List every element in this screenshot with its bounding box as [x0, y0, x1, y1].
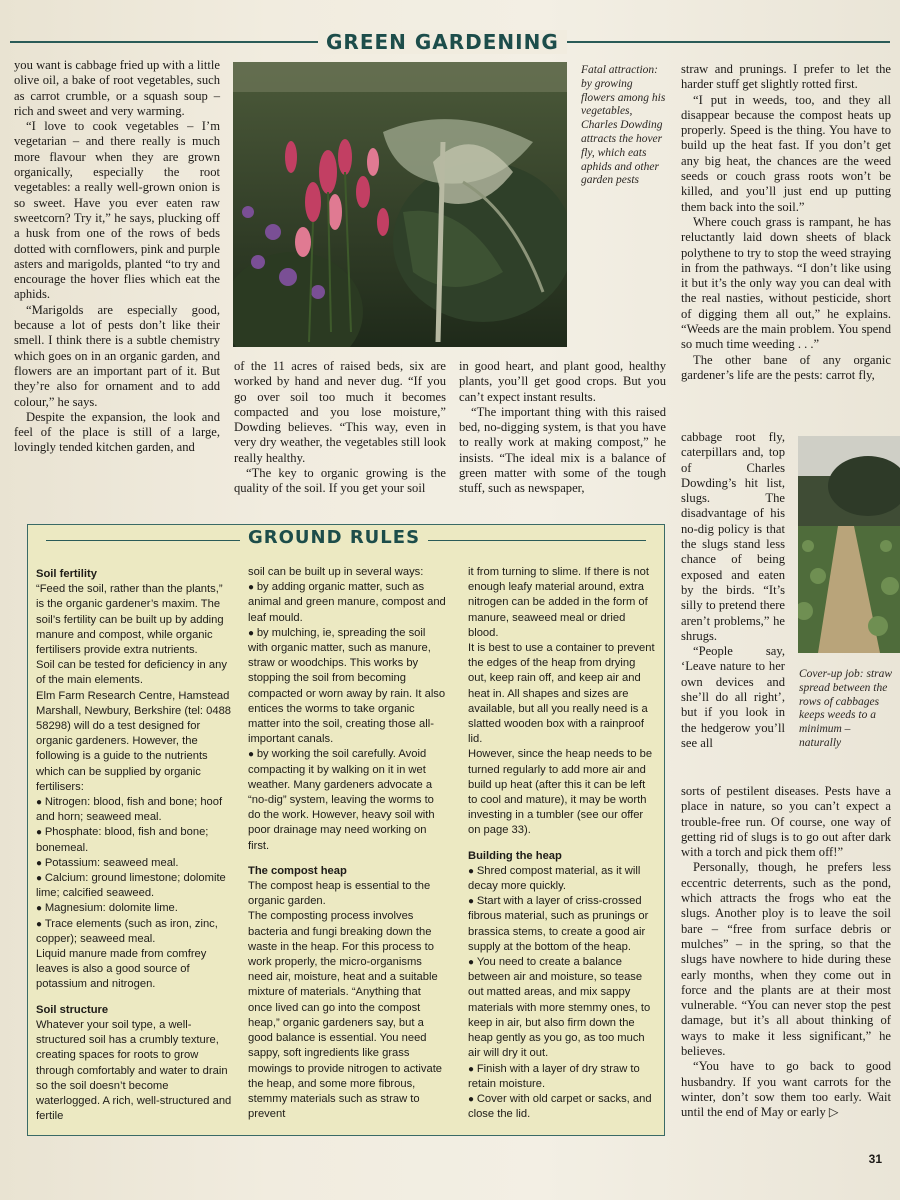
cabbage-rows-image: [798, 436, 900, 653]
bullet-item: ● Phosphate: blood, fish and bone; bonemeal.: [36, 825, 232, 855]
ground-rules-title: GROUND RULES: [240, 527, 428, 549]
photo2-caption: Cover-up job: straw spread between the rows of cabbages keeps weeds to a minimum – naturally: [799, 668, 893, 749]
paragraph: Where couch grass is rampant, he has reluctantly laid down sheets of black polythene to try to stop the weed straying in from the pathways. “I don’t like using it but it’s the only way you can deal with the real nasties, without pesticide, short of digging them all out,” he explains. “Weeds are the main problem. You spend so much time weeding . . .”: [681, 214, 891, 352]
ground-rules-box: [27, 524, 665, 1136]
bullet-item: ● by adding organic matter, such as animal and green manure, compost and leaf mould.: [248, 580, 448, 626]
box-paragraph: The composting process involves bacteria and fungi breaking down the waste in the heap. For this process to work properly, the micro-organisms need air, moisture, heat and a suitable mixture of materials. “Anything that once lived can go into the compost heap,” organic gardeners say, but a good balance is essential. You need sappy, soft ingredients like grass mowings to provide nitrogen to activate the heap, and some more fibrous, stemmy materials such as straw to prevent: [248, 910, 443, 1121]
paragraph: “The important thing with this raised bed, no-digging system, is that you have to really work at making compost,” he insists. “The ideal mix is a balance of green matter with some of the tough stuff, such as newspaper,: [459, 404, 666, 496]
photo1-caption: Fatal attraction: by growing flowers among his vegetables, Charles Dowding attracts the hover fly, which eats aphids and other garden pests: [581, 64, 666, 187]
bullet-item: ● by mulching, ie, spreading the soil with organic matter, such as manure, straw or woodchips. This works by stopping the soil from becoming compacted or worn away by rain. It also entices the worms to take organic matter into the soil, creating those all-important canals.: [248, 626, 448, 748]
paragraph: straw and prunings. I prefer to let the harder stuff get slightly rotted first.: [681, 62, 891, 92]
bullet-item: ● Start with a layer of criss-crossed fibrous material, such as prunings or brassica stems, to create a good air supply at the bottom of the heap.: [468, 894, 656, 955]
paragraph: “I love to cook vegetables – I’m vegetarian – and there really is much more flavour when they are grown organically, especially the root vegetables: a really well-grown onion is so sweet. Have you ever eaten raw sweetcorn? Try it,” he says, plucking off a husk from one of the rows of beds dotted with cornflowers, pink and purple asters and marigolds, planted “to try and encourage the hover flies which eat the aphids.: [14, 119, 220, 302]
section-heading: GREEN GARDENING: [318, 30, 567, 54]
box-paragraph: Elm Farm Research Centre, Hamstead Marshall, Newbury, Berkshire (tel: 0488 58298) will do a test designed for organic gardeners. However, the following is a guide to the nutrients which can be supplied by organic fertilisers:: [36, 689, 232, 793]
box-paragraph: it from turning to slime. If there is not enough leafy material around, extra nitrogen can be added in the form of manure, seaweed meal or dried blood.: [468, 566, 649, 639]
paragraph: The other bane of any organic gardener’s life are the pests: carrot fly,: [681, 352, 891, 382]
bullet-item: ● Nitrogen: blood, fish and bone; hoof and horn; seaweed meal.: [36, 795, 232, 825]
subheading: Building the heap: [468, 849, 562, 862]
body-column-4-bottom: [681, 784, 891, 1121]
paragraph: “People say, ‘Leave nature to her own devices and she’ll do all right’, but if you look in the hedgerow you’ll see all: [681, 644, 785, 750]
paragraph: “Marigolds are especially good, because a lot of pests don’t like their smell. I think there is a subtle chemistry which goes on in an organic garden, and flowers are an important part of it. But they’re also for ornament and to add colour,” he says.: [14, 302, 220, 409]
bullet-item: ● Trace elements (such as iron, zinc, copper); seaweed meal.: [36, 917, 232, 947]
flowers-photo: [233, 62, 567, 347]
paragraph: Despite the expansion, the look and feel of the place is still of a large, lovingly tended kitchen garden, and: [14, 409, 220, 455]
subheading: Soil structure: [36, 1003, 109, 1016]
page-number: 31: [868, 1152, 882, 1166]
bullet-item: ● by working the soil carefully. Avoid compacting it by walking on it in wet weather. Many gardeners advocate a “no-dig” system, leaving the worms to do the work. However, heavy soil with poor drainage may need working on first.: [248, 747, 448, 853]
paragraph: “I put in weeds, too, and they all disappear because the compost heats up properly. Speed is the thing. You have to build up the heat fast. If you don’t get any big heat, the chances are the weed seeds or couch grass roots won’t be killed, and you’ll just end up putting them back into the soil.”: [681, 92, 891, 214]
flowers-vegetables-image: [233, 62, 567, 347]
bullet-item: ● Magnesium: dolomite lime.: [36, 901, 232, 916]
body-column-3: [459, 359, 666, 497]
ground-rules-column-2: [248, 565, 448, 1122]
box-paragraph: However, since the heap needs to be turned regularly to add more air and build up heat (after this it can be left to cool and mature), it may be worth investing in a tumbler (see our offer on page 33).: [468, 748, 653, 837]
subheading: The compost heap: [248, 864, 347, 877]
paragraph: cabbage root fly, caterpillars and, top of Charles Dowding’s hit list, slugs. The disadvantage of his no-dig policy is that the slugs stand less chance of being exposed and eaten by the birds. “It’s silly to pretend there aren’t problems,” he shrugs.: [681, 430, 785, 643]
box-paragraph: It is best to use a container to prevent the edges of the heap from drying out, keep rain off, and keep air and heat in. All shapes and sizes are available, but all you really need is a slatted wooden box with a rainproof lid.: [468, 642, 655, 746]
subheading: Soil fertility: [36, 568, 97, 580]
box-paragraph: Whatever your soil type, a well-structured soil has a crumbly texture, creating spaces for roots to grow through comfortably and water to drain so the soil doesn’t become waterlogged. A rich, well-structured and fertile: [36, 1018, 232, 1123]
box-paragraph: Liquid manure made from comfrey leaves is also a good source of potassium and nitrogen.: [36, 948, 207, 991]
bullet-item: ● Shred compost material, as it will decay more quickly.: [468, 864, 656, 894]
body-column-2: [234, 359, 446, 497]
paragraph: “You have to go back to good husbandry. If you want carrots for the winter, don’t sow them too early. Wait until the end of May or early ▷: [681, 1059, 891, 1120]
box-paragraph: “Feed the soil, rather than the plants,” is the organic gardener’s maxim. The soil’s fertility can be built up by adding manure and compost, while organic fertilisers provide extra nutrients.: [36, 583, 224, 657]
paragraph: Personally, though, he prefers less eccentric deterrents, such as the pond, which attracts the frogs who eat the slugs. Another ploy is to leave the soil bare – “free from surface debris or mulches” – in the spring, so that the slugs have nowhere to hide during these early months, when they come out in force and the plants are at their most vulnerable. “You can never stop the pest damage, but it’s all about thinking of ways to make it less significant,” he believes.: [681, 860, 891, 1059]
box-paragraph: Soil can be tested for deficiency in any of the main elements.: [36, 659, 227, 687]
box-paragraph: soil can be built up in several ways:: [248, 566, 424, 578]
box-paragraph: The compost heap is essential to the organic garden.: [248, 880, 431, 908]
bullet-item: ● Finish with a layer of dry straw to retain moisture.: [468, 1062, 656, 1092]
ground-rules-column-3: [468, 565, 656, 1122]
paragraph: “The key to organic growing is the quality of the soil. If you get your soil: [234, 466, 446, 496]
body-column-1: [14, 58, 220, 456]
bullet-item: ● Cover with old carpet or sacks, and close the lid.: [468, 1092, 656, 1122]
cabbage-rows-photo: [798, 436, 900, 653]
body-column-4-middle: [681, 430, 785, 751]
paragraph: you want is cabbage fried up with a little olive oil, a bake of root vegetables, such as carrot crumble, or a squash soup – rich and sweet and very warming.: [14, 58, 220, 118]
body-column-4-top: [681, 62, 891, 383]
bullet-item: ● You need to create a balance between air and moisture, so tease out matted areas, and mix sappy materials with more stemmy ones, to keep in air, but also firm down the heap gently as you go, as too much air will dry it out.: [468, 955, 656, 1061]
paragraph: in good heart, and plant good, healthy plants, you’ll get good crops. But you can’t expect instant results.: [459, 359, 666, 404]
paragraph: sorts of pestilent diseases. Pests have a place in nature, so you can’t expect a trouble-free run. Of course, one way of getting rid of slugs is to go out after dark with a torch and pick them off!”: [681, 784, 891, 860]
bullet-item: ● Calcium: ground limestone; dolomite lime; calcified seaweed.: [36, 871, 232, 901]
paragraph: of the 11 acres of raised beds, six are worked by hand and never dug. “If you go over soil too much it becomes compacted and you lose moisture,” Dowding believes. “This way, even in very dry weather, the vegetables still look really healthy.: [234, 359, 446, 465]
bullet-item: ● Potassium: seaweed meal.: [36, 856, 232, 871]
ground-rules-column-1: [36, 565, 232, 1124]
